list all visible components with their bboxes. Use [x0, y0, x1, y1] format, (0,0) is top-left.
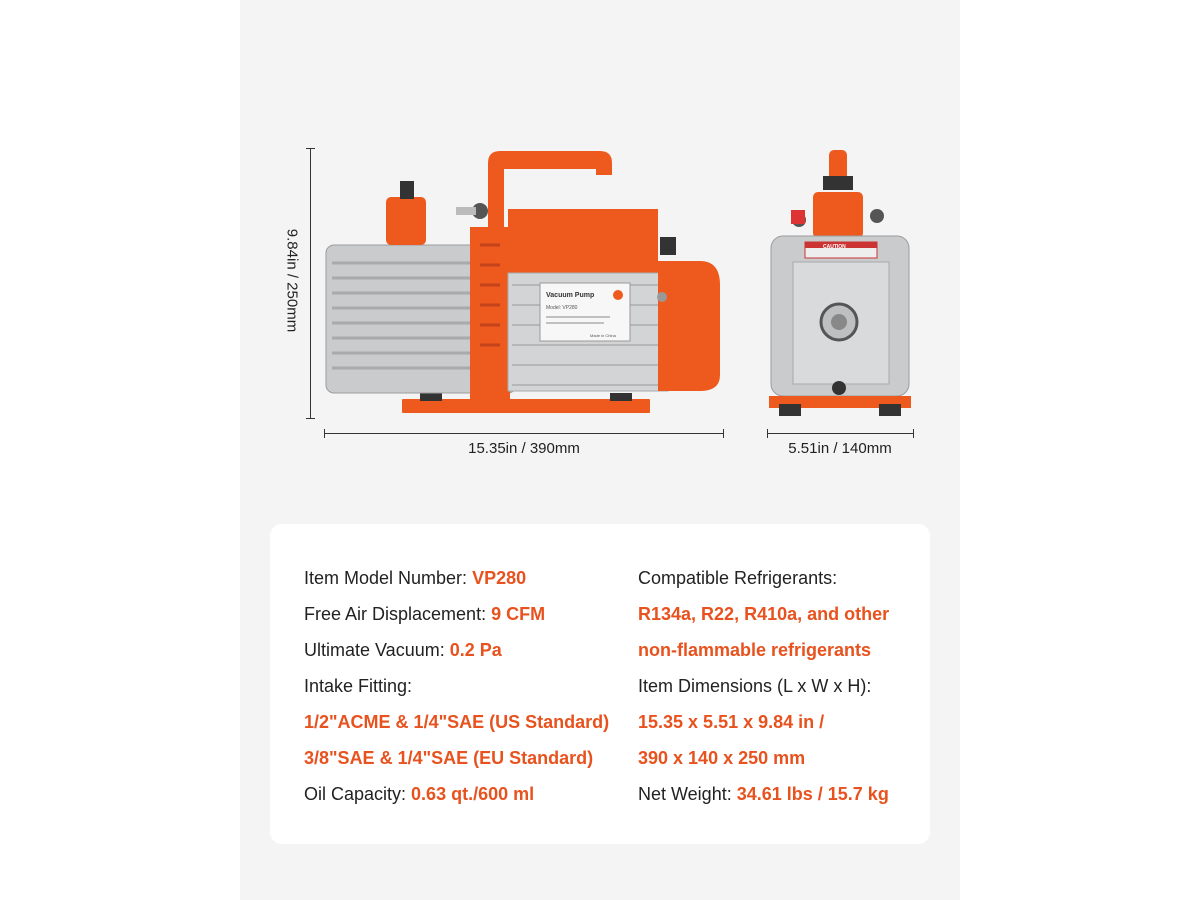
spec-intake-label: Intake Fitting:: [304, 676, 413, 696]
width-dimension-line: [767, 433, 914, 434]
width-dimension-label: 5.51in / 140mm: [788, 440, 892, 457]
width-tick-right: [913, 429, 914, 438]
height-dimension-label: 9.84in / 250mm: [283, 228, 301, 333]
spec-card: [270, 524, 930, 844]
spec-dimensions-line-2: [638, 740, 928, 776]
intake-port-cap: [386, 197, 426, 245]
spec-dimensions-label: Item Dimensions (L x W x H):: [638, 676, 872, 696]
spec-intake-eu: [304, 740, 624, 776]
motor-bracket: [470, 227, 510, 407]
label-model: Model: VP280: [546, 305, 578, 311]
spec-refrigerants-line-2: [638, 632, 928, 668]
base-plate: [402, 399, 650, 413]
front-intake-cap: [813, 192, 863, 238]
spec-intake-value-us: 1/2"ACME & 1/4"SAE (US Standard): [304, 712, 610, 732]
spec-dimensions-value-2: 390 x 140 x 250 mm: [638, 748, 806, 768]
spec-displacement-value: 9 CFM: [491, 604, 546, 624]
pump-side-view: [320, 145, 730, 420]
label-title: Vacuum Pump: [546, 292, 595, 299]
spec-refrigerants-line-1: [638, 596, 928, 632]
spec-oil-value: 0.63 qt./600 ml: [411, 784, 535, 804]
caution-label-text: CAUTION: [823, 244, 846, 250]
spec-column-left: [304, 560, 624, 812]
height-dimension-line: [310, 148, 311, 418]
height-tick-bottom: [306, 418, 315, 419]
spec-model-value: VP280: [472, 568, 527, 588]
spec-dimensions-line-1: [638, 704, 928, 740]
spec-vacuum: [304, 632, 624, 668]
spec-weight-value: 34.61 lbs / 15.7 kg: [736, 784, 889, 804]
spec-intake-value-eu: 3/8"SAE & 1/4"SAE (EU Standard): [304, 748, 594, 768]
spec-model-label: Item Model Number:: [304, 568, 473, 588]
spec-vacuum-value: 0.2 Pa: [449, 640, 502, 660]
spec-dimensions: [638, 668, 928, 704]
spec-dimensions-value-1: 15.35 x 5.51 x 9.84 in /: [638, 712, 825, 732]
spec-column-right: [638, 560, 928, 812]
spec-refrigerants: [638, 560, 928, 596]
length-tick-right: [723, 429, 724, 438]
spec-intake-us: [304, 704, 624, 740]
spec-vacuum-label: Ultimate Vacuum:: [304, 640, 450, 660]
spec-displacement: [304, 596, 624, 632]
length-dimension-line: [324, 433, 724, 434]
spec-weight-label: Net Weight:: [638, 784, 737, 804]
spec-displacement-label: Free Air Displacement:: [304, 604, 492, 624]
label-origin: Made in China: [590, 333, 616, 338]
spec-oil: [304, 776, 624, 812]
spec-refrigerants-value-1: R134a, R22, R410a, and other: [638, 604, 890, 624]
motor-housing: [508, 209, 658, 279]
spec-oil-label: Oil Capacity:: [304, 784, 412, 804]
pump-front-view: [765, 148, 915, 420]
spec-refrigerants-value-2: non-flammable refrigerants: [638, 640, 872, 660]
spec-weight: [638, 776, 928, 812]
motor-end-cap: [658, 261, 720, 391]
length-dimension-label: 15.35in / 390mm: [468, 440, 580, 457]
spec-model: [304, 560, 624, 596]
spec-intake: [304, 668, 624, 704]
spec-refrigerants-label: Compatible Refrigerants:: [638, 568, 838, 588]
